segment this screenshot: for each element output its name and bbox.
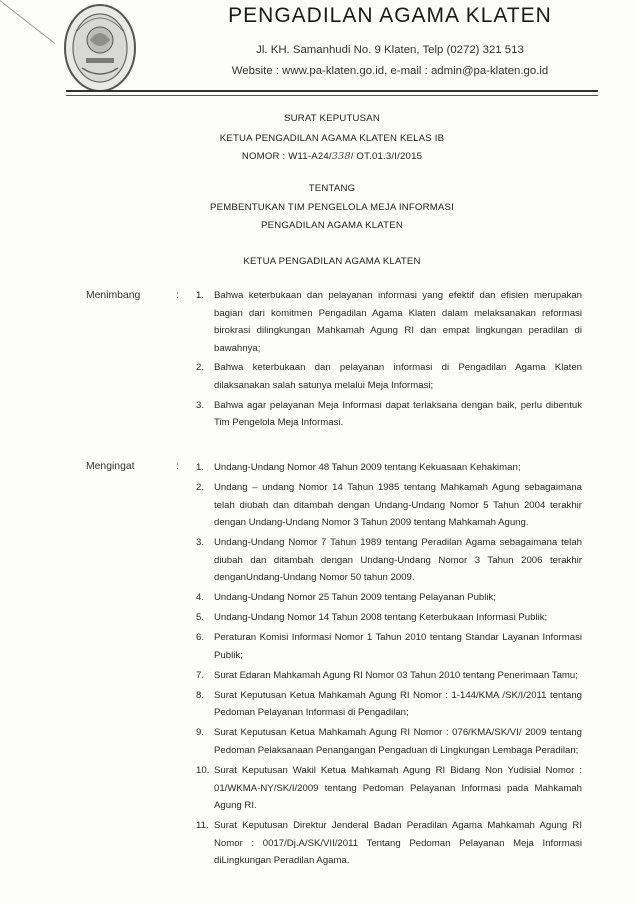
court-seal-logo xyxy=(62,2,138,94)
list-item: 5. Undang-Undang Nomor 14 Tahun 2008 tentang Keterbukaan Informasi Publik; xyxy=(196,612,548,624)
decree-authority: KETUA PENGADILAN AGAMA KLATEN xyxy=(243,256,421,267)
list-item: 8. Surat Keputusan Ketua Mahkamah Agung RI Nomor : 1-144/KMA /SK/I/2011 tentang Pedoman Pelayanan Informasi di Pengadilan; xyxy=(196,689,582,719)
recalling-colon: : xyxy=(176,461,179,472)
decree-number-suffix: / OT.01.3/I/2015 xyxy=(350,151,423,162)
list-item: 9. Surat Keputusan Ketua Mahkamah Agung RI Nomor : 076/KMA/SK/VI/ 2009 tentang Pedoman Pelaksanaan Penangangan Pengaduan di Lingkungan Lembaga Peradilan; xyxy=(196,727,582,757)
list-item: 2. Undang – undang Nomor 14 Tahun 1985 tentang Mahkamah Agung sebagaimana telah diubah dan ditambah dengan Undang-Undang Nomor 5 Tahun 2004 terakhir dengan Undang-Undang Nomor 3 Tahun 2009 tentang Mahkamah Agung. xyxy=(196,481,582,529)
decree-number xyxy=(66,151,598,162)
list-item: 6. Peraturan Komisi Informasi Nomor 1 Tahun 2010 tentang Standar Layanan Informasi Publik; xyxy=(196,632,582,661)
considering-colon: : xyxy=(176,290,179,301)
list-item: 11. Surat Keputusan Direktur Jenderal Badan Peradilan Agama Mahkamah Agung RI Nomor : 0017/Dj.A/SK/VII/2011 Tentang Pedoman Pelayanan Meja Informasi diLingkungan Peradilan Agama. xyxy=(196,820,582,867)
list-item: 3. Bahwa agar pelayanan Meja Informasi dapat terlaksana dengan baik, perlu dibentuk Tim Pengelola Meja Informasi. xyxy=(196,399,582,429)
court-address: Jl. KH. Samanhudi No. 9 Klaten, Telp (0272) 321 513 xyxy=(256,44,524,56)
letterhead-divider-thin xyxy=(66,95,598,96)
subject-line-1: PEMBENTUKAN TIM PENGELOLA MEJA INFORMASI xyxy=(210,202,454,213)
list-item: 3. Undang-Undang Nomor 7 Tahun 1989 tentang Peradilan Agama sebagaimana telah diubah dan ditambah dengan Undang-Undang Nomor 3 Tahun 2006 terakhir denganUndang-Undang Nomor 50 tahun 2009. xyxy=(196,537,582,584)
decree-number-prefix: NOMOR : W11-A24/ xyxy=(241,151,332,162)
about-label: TENTANG xyxy=(308,183,356,194)
recalling-label: Mengingat xyxy=(86,461,135,472)
list-item: 2. Bahwa keterbukaan dan pelayanan informasi di Pengadilan Agama Klaten dilaksanakan salah satunya melalui Meja Informasi; xyxy=(196,362,582,391)
subject-line-2: PENGADILAN AGAMA KLATEN xyxy=(261,220,403,231)
list-item: 1. Bahwa keterbukaan dan pelayanan informasi yang efektif dan efisien merupakan bagian dari komitmen Pengadilan Agama Klaten dalam melaksanakan reformasi birokrasi dilingkungan Mahkamah Agung RI dan empat lingkungan peradilan di bawahnya; xyxy=(196,290,582,354)
considering-label: Menimbang xyxy=(86,290,141,301)
court-name-heading: PENGADILAN AGAMA KLATEN xyxy=(228,4,552,27)
letterhead-divider-thick xyxy=(66,90,598,92)
decree-issuer: KETUA PENGADILAN AGAMA KLATEN KELAS IB xyxy=(219,133,445,144)
list-item: 7. Surat Edaran Mahkamah Agung RI Nomor 03 Tahun 2010 tentang Penerimaan Tamu; xyxy=(196,669,578,681)
recalling-list xyxy=(196,459,582,872)
decree-type: SURAT KEPUTUSAN xyxy=(284,113,380,124)
court-contact: Website : www.pa-klaten.go.id, e-mail : admin@pa-klaten.go.id xyxy=(231,65,549,77)
list-item: 10. Surat Keputusan Wakil Ketua Mahkamah Agung RI Bidang Non Yudisial Nomor : 01/WKMA-NY/SK/I/2009 tentang Pedoman Pelayanan Informasi pada Mahkamah Agung RI. xyxy=(196,765,582,812)
considering-list xyxy=(196,287,582,434)
list-item: 4. Undang-Undang Nomor 25 Tahun 2009 tentang Pelayanan Publik; xyxy=(196,592,496,604)
scan-edge-line xyxy=(0,0,55,75)
list-item: 1. Undang-Undang Nomor 48 Tahun 2009 tentang Kekuasaan Kehakiman; xyxy=(196,462,521,473)
decree-number-handwritten: 338 xyxy=(331,151,351,162)
